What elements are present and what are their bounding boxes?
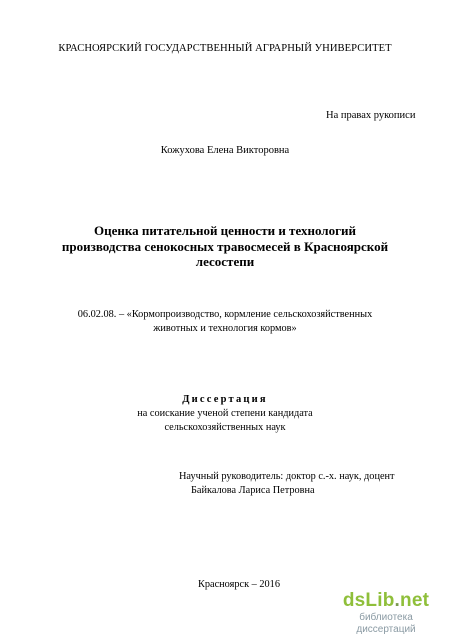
dslib-watermark <box>331 591 441 636</box>
title-line: Оценка питательной ценности и технологий <box>94 223 356 238</box>
specialty-line: 06.02.08. – «Кормопроизводство, кормление сельскохозяйственных <box>77 309 373 320</box>
degree-line: на соискание ученой степени кандидата <box>137 408 313 419</box>
title-line: лесостепи <box>195 254 255 269</box>
logo-tld: net <box>400 590 430 611</box>
supervisor-label: Научный руководитель: доктор с.-х. наук, доцент <box>179 471 395 482</box>
degree-statement <box>0 407 450 435</box>
logo-main: dsLib <box>342 590 395 611</box>
specialty-line: животных и технология кормов» <box>153 323 297 334</box>
logo-dot: . <box>394 590 401 611</box>
degree-line: сельскохозяйственных наук <box>164 422 286 433</box>
university-name: КРАСНОЯРСКИЙ ГОСУДАРСТВЕННЫЙ АГРАРНЫЙ УНИВЕРСИТЕТ <box>58 43 392 54</box>
author-name: Кожухова Елена Викторовна <box>160 145 290 156</box>
dslib-logo <box>331 591 441 611</box>
rights-note: На правах рукописи <box>326 110 416 121</box>
dissertation-label: Диссертация <box>182 394 268 405</box>
dslib-tagline: библиотека диссертаций <box>356 612 416 635</box>
title-line: производства сенокосных травосмесей в Красноярской <box>61 238 389 254</box>
city-year: Красноярск – 2016 <box>198 579 280 590</box>
dissertation-title <box>0 223 450 270</box>
supervisor-name: Байкалова Лариса Петровна <box>191 485 315 496</box>
specialty-code <box>0 308 450 336</box>
